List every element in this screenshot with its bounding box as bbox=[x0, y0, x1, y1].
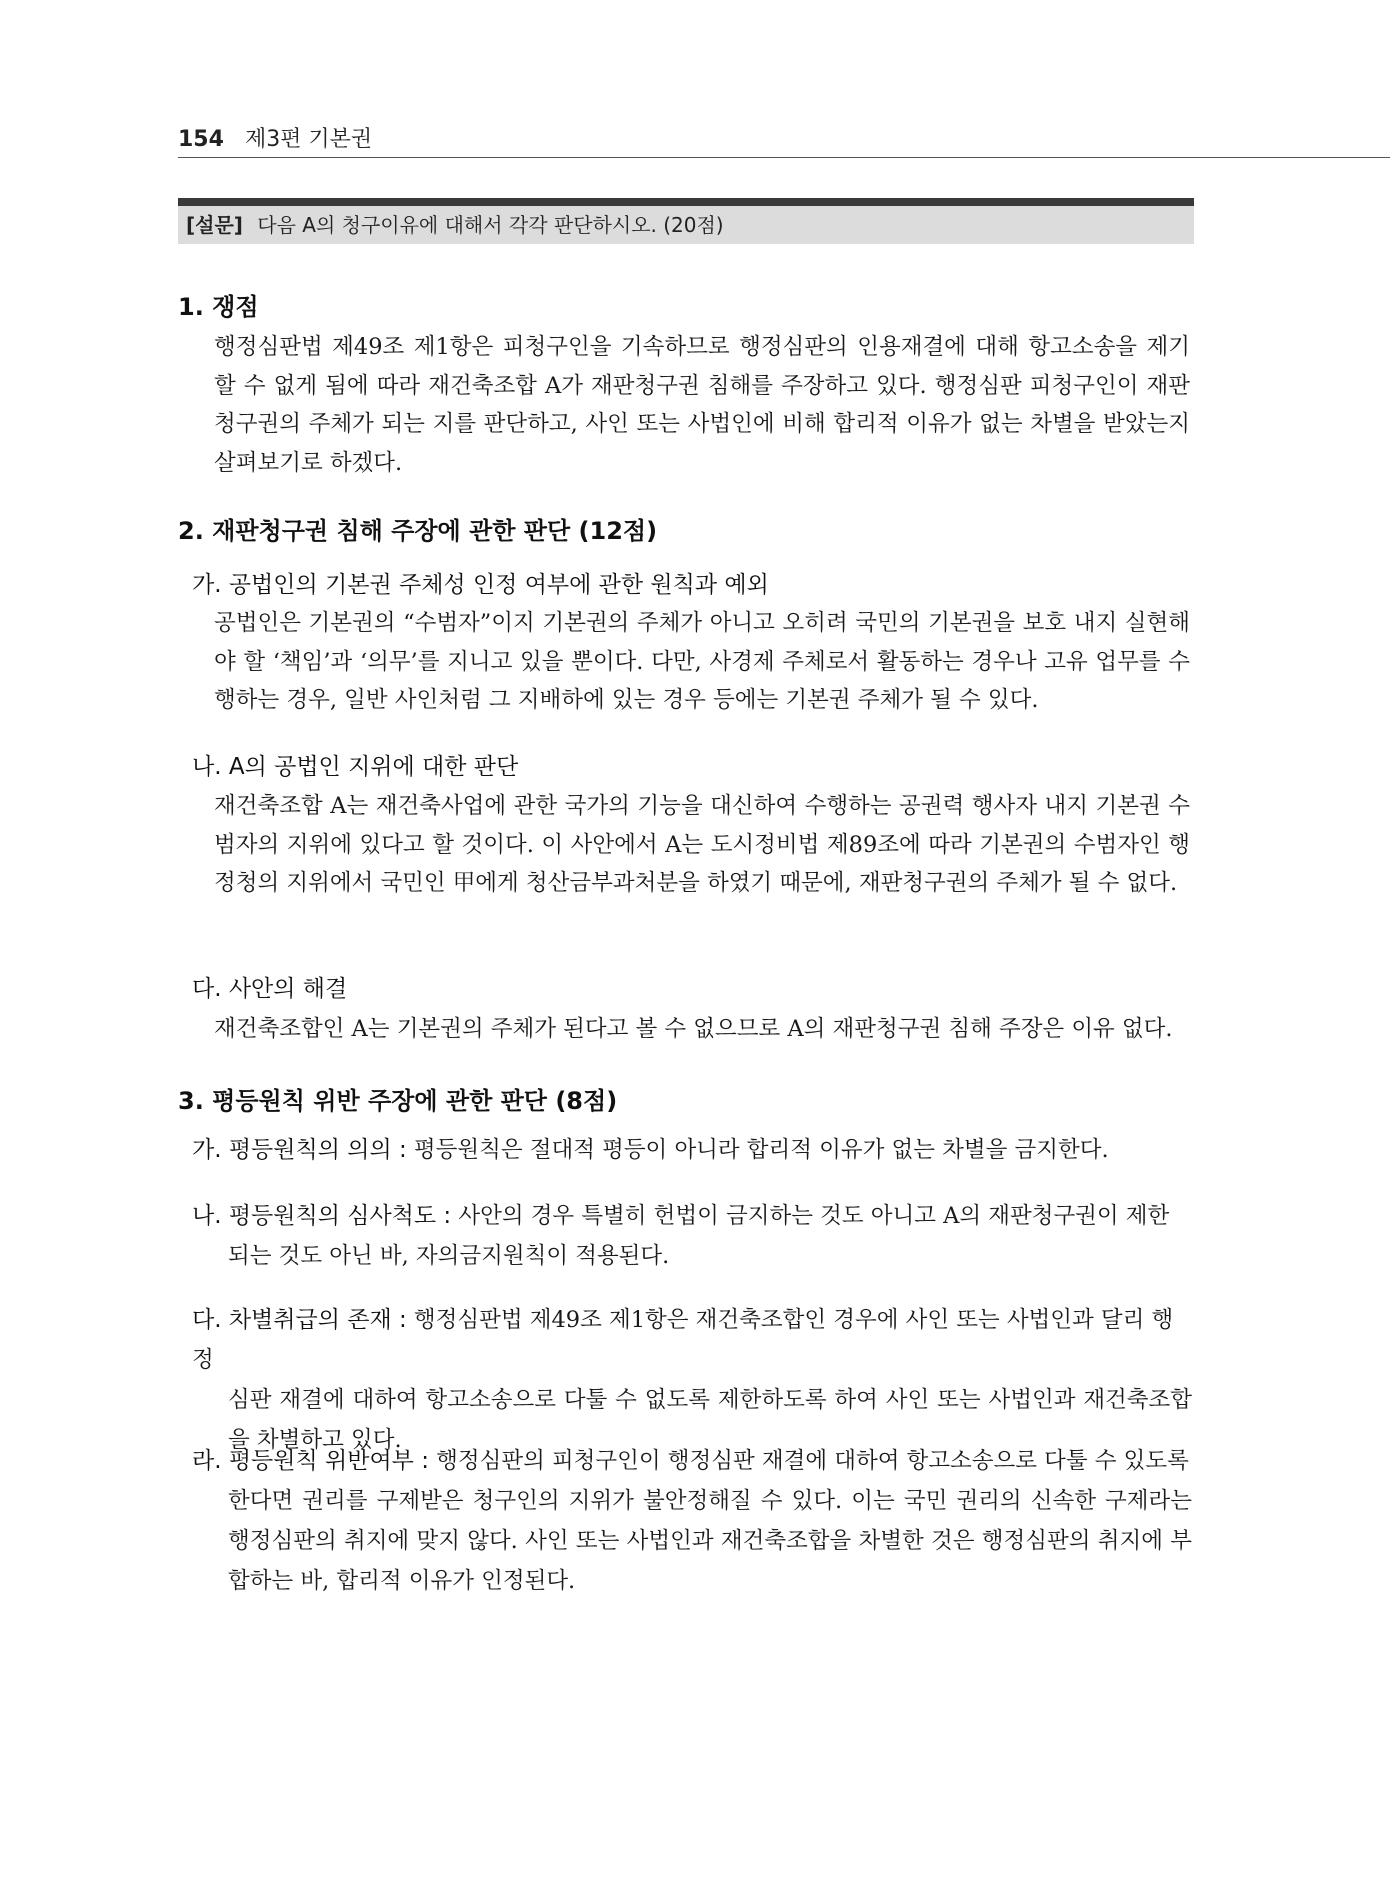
section-1-heading: 1. 쟁점 bbox=[178, 293, 259, 321]
header-rule bbox=[178, 157, 1390, 158]
section-2b-body: 재건축조합 A는 재건축사업에 관한 국가의 기능을 대신하여 수행하는 공권력 행사자 내지 기본권 수범자의 지위에 있다고 할 것이다. 이 사안에서 A는 도시정비법 제89조에 따라 기본권의 수범자인 행정청의 지위에서 국민인 甲에게 청산금부과처분을 하였기 때문에, 재판청구권의 주체가 될 수 없다. bbox=[214, 793, 1190, 896]
section-2b-heading: 나. A의 공법인 지위에 대한 판단 bbox=[192, 754, 519, 780]
item-lead: 가. 평등원칙의 의의 : bbox=[192, 1137, 407, 1163]
section-3-item bbox=[192, 1300, 1192, 1460]
section-3-item bbox=[192, 1441, 1192, 1601]
question-box bbox=[178, 198, 1194, 244]
section-3-item bbox=[192, 1196, 1192, 1276]
section-3-heading: 3. 평등원칙 위반 주장에 관한 판단 (8점) bbox=[178, 1087, 618, 1115]
item-lead: 나. 평등원칙의 심사척도 : bbox=[192, 1203, 452, 1229]
section-2a-heading: 가. 공법인의 기본권 주체성 인정 여부에 관한 원칙과 예외 bbox=[192, 572, 769, 598]
section-1-body: 행정심판법 제49조 제1항은 피청구인을 기속하므로 행정심판의 인용재결에 대해 항고소송을 제기할 수 없게 됨에 따라 재건축조합 A가 재판청구권 침해를 주장하고 있다. 행정심판 피청구인이 재판청구권의 주체가 되는 지를 판단하고, 사인 또는 사법인에 비해 합리적 이유가 없는 차별을 받았는지 살펴보기로 하겠다. bbox=[214, 334, 1190, 476]
chapter-title: 제3편 기본권 bbox=[244, 127, 373, 152]
section-2c-heading: 다. 사안의 해결 bbox=[192, 976, 348, 1002]
section-3-item bbox=[192, 1130, 1192, 1170]
item-lead: 라. 평등원칙 위반여부 : bbox=[192, 1448, 429, 1474]
page-number: 154 bbox=[178, 127, 224, 152]
item-continuation: 한다면 권리를 구제받은 청구인의 지위가 불안정해질 수 있다. 이는 국민 권리의 신속한 구제라는 행정심판의 취지에 맞지 않다. 사인 또는 사법인과 재건축조합을 차별한 것은 행정심판의 취지에 부합하는 바, 합리적 이유가 인정된다. bbox=[228, 1488, 1192, 1594]
section-2a-body: 공법인은 기본권의 “수범자”이지 기본권의 주체가 아니고 오히려 국민의 기본권을 보호 내지 실현해야 할 ‘책임’과 ‘의무’를 지니고 있을 뿐이다. 다만, 사경제 주체로서 활동하는 경우나 고유 업무를 수행하는 경우, 일반 사인처럼 그 지배하에 있는 경우 등에는 기본권 주체가 될 수 있다. bbox=[214, 610, 1190, 713]
item-text: 행정심판법 제49조 제1항은 재건축조합인 경우에 사인 또는 사법인과 달리 행정 bbox=[192, 1307, 1174, 1373]
item-lead: 다. 차별취급의 존재 : bbox=[192, 1307, 407, 1333]
item-continuation: 되는 것도 아닌 바, 자의금지원칙이 적용된다. bbox=[228, 1243, 670, 1269]
item-text: 사안의 경우 특별히 헌법이 금지하는 것도 아니고 A의 재판청구권이 제한 bbox=[458, 1203, 1170, 1229]
item-text: 평등원칙은 절대적 평등이 아니라 합리적 이유가 없는 차별을 금지한다. bbox=[413, 1137, 1109, 1163]
running-header bbox=[178, 122, 372, 153]
question-text: 다음 A의 청구이유에 대해서 각각 판단하시오. (20점) bbox=[257, 213, 724, 237]
item-continuation: 심판 재결에 대하여 항고소송으로 다툴 수 없도록 제한하도록 하여 사인 또는 사법인과 재건축조합을 차별하고 있다. bbox=[228, 1387, 1192, 1453]
question-label: [설문] bbox=[186, 213, 243, 237]
item-text: 행정심판의 피청구인이 행정심판 재결에 대하여 항고소송으로 다툴 수 있도록 bbox=[436, 1448, 1189, 1474]
section-2c-body: 재건축조합인 A는 기본권의 주체가 된다고 볼 수 없으므로 A의 재판청구권 침해 주장은 이유 없다. bbox=[214, 1016, 1173, 1042]
section-2-heading: 2. 재판청구권 침해 주장에 관한 판단 (12점) bbox=[178, 517, 658, 545]
